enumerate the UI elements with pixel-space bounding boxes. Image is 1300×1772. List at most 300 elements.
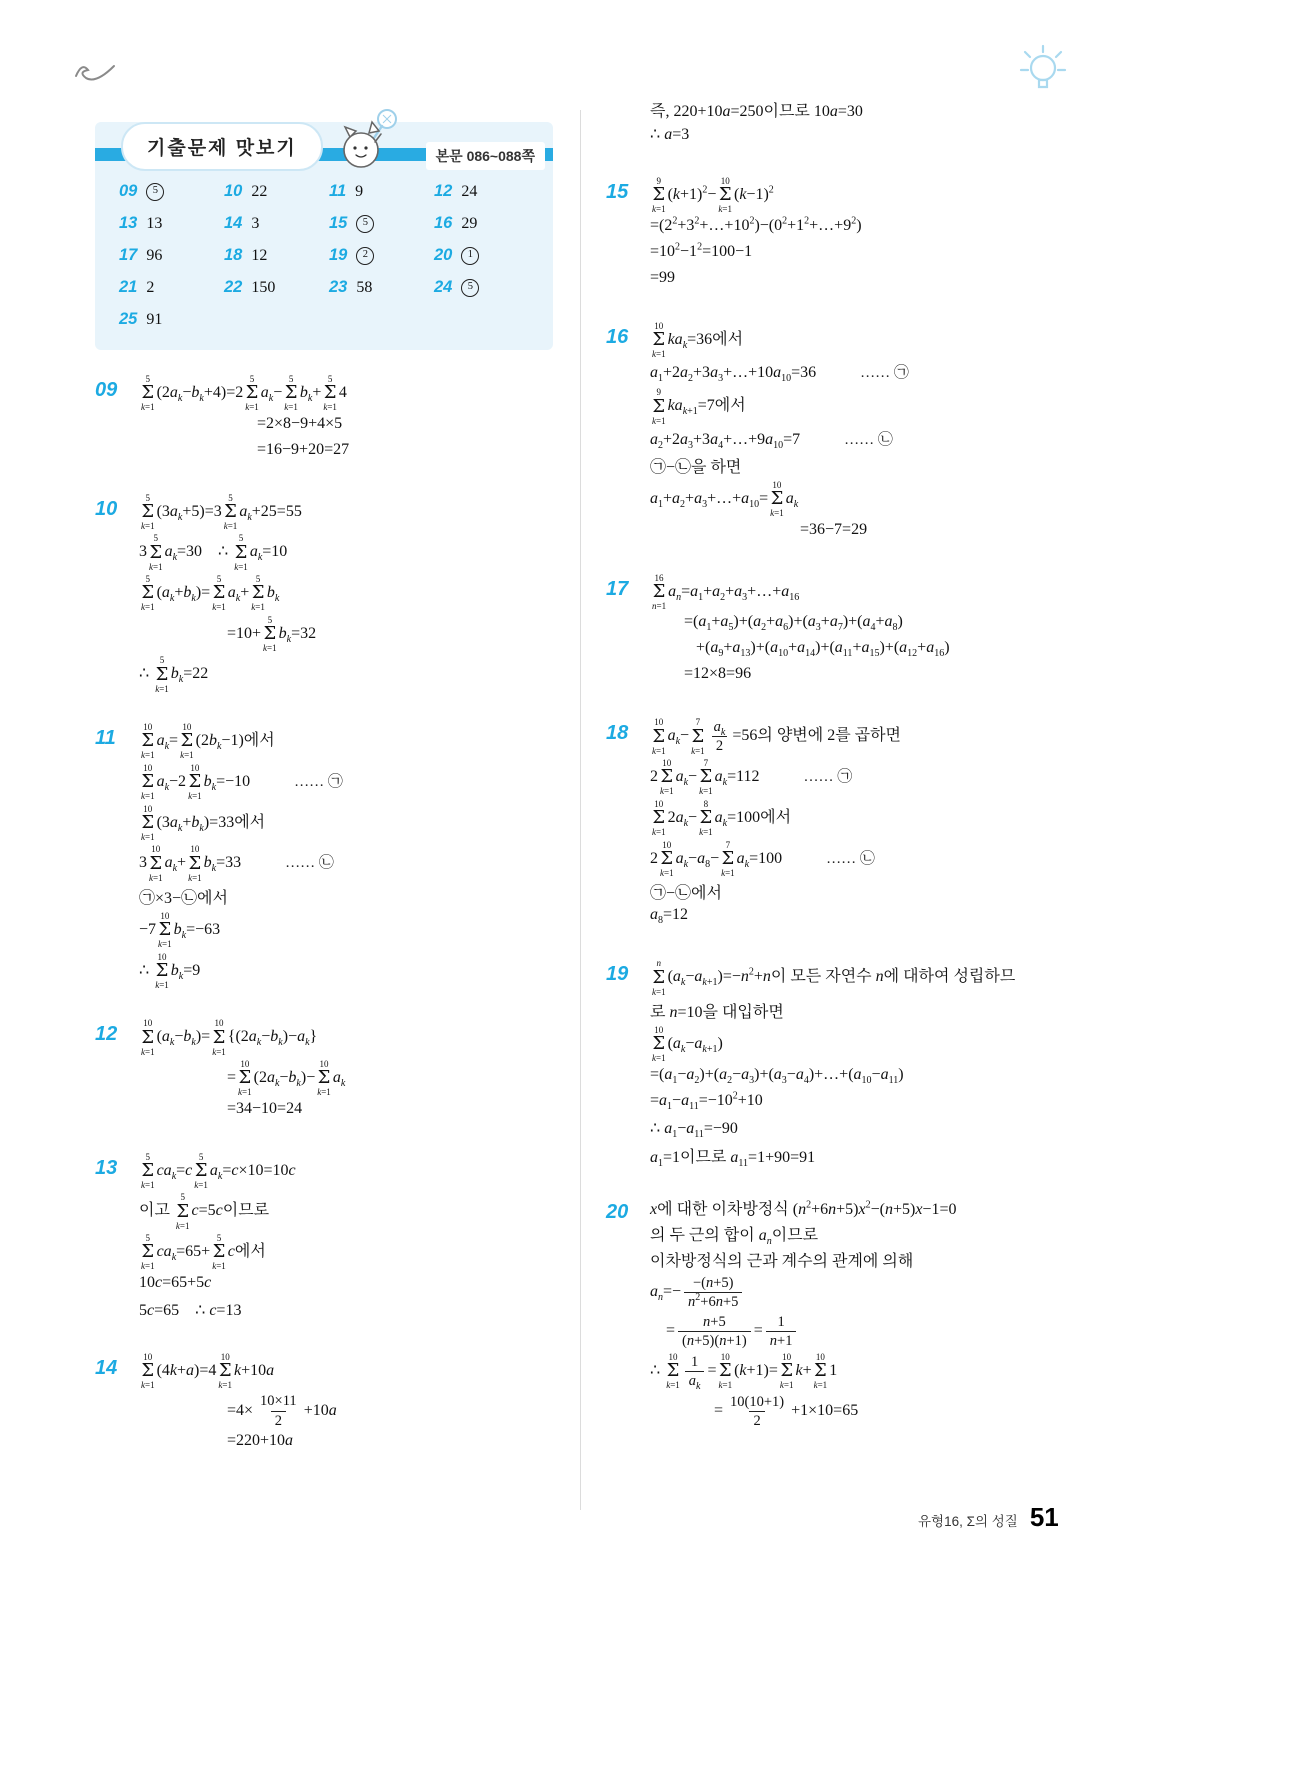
- math-variable: a: [161, 1028, 170, 1046]
- math-variable: a: [714, 808, 723, 826]
- sigma-upper-limit: 10: [143, 1018, 153, 1029]
- sigma-upper-limit: 10: [160, 910, 170, 921]
- math-variable: x: [858, 1200, 866, 1218]
- math-variable: n: [676, 591, 682, 603]
- subscript: 13: [740, 648, 751, 660]
- sigma-symbol: Σ: [141, 1360, 155, 1382]
- math-variable: n: [884, 1200, 893, 1218]
- sigma-lower-limit: k=1: [699, 786, 713, 797]
- solution-line: [650, 454, 1220, 478]
- subscript: 1: [658, 499, 663, 511]
- math-variable: a: [686, 1119, 695, 1137]
- math-variable: a: [753, 613, 762, 631]
- math-variable: k: [722, 818, 728, 830]
- sigma-upper-limit: 10: [662, 758, 672, 769]
- answer-value: [146, 183, 164, 201]
- math-variable: c: [215, 1202, 223, 1220]
- math-variable: c: [231, 1161, 239, 1179]
- solution-line: [650, 480, 1220, 519]
- math-variable: k: [178, 970, 184, 982]
- math-variable: k: [164, 782, 170, 794]
- subscript: [247, 512, 251, 523]
- math-variable: n: [658, 1292, 663, 1304]
- answer-number: 12: [434, 182, 453, 200]
- sigma-lower-limit: k=1: [691, 745, 705, 756]
- sigma-notation: [251, 574, 265, 613]
- math-variable: a: [690, 582, 699, 600]
- sigma-notation: [666, 1352, 680, 1391]
- math-variable: k: [169, 1361, 178, 1379]
- sigma-symbol: Σ: [234, 541, 248, 563]
- sigma-symbol: Σ: [141, 382, 155, 404]
- superscript: 2: [732, 1090, 738, 1102]
- sigma-symbol: Σ: [155, 959, 169, 981]
- math-variable: k: [181, 930, 187, 942]
- math-variable: k: [172, 863, 178, 875]
- sigma-symbol: Σ: [141, 501, 155, 523]
- subscript: 14: [805, 648, 816, 660]
- math-variable: a: [710, 364, 719, 382]
- math-variable: a: [773, 364, 782, 382]
- math-variable: k: [680, 1044, 686, 1056]
- superscript: 2: [782, 215, 788, 227]
- superscript: 2: [749, 215, 755, 227]
- subscript: [212, 863, 216, 874]
- math-variable: k: [188, 791, 193, 802]
- math-variable: k: [683, 818, 689, 830]
- math-variable: b: [270, 1028, 279, 1046]
- answer-cell: [329, 246, 434, 265]
- sigma-notation: [141, 1233, 155, 1272]
- sigma-upper-limit: 5: [327, 374, 333, 384]
- math-variable: a: [712, 582, 721, 600]
- solution-line: [650, 428, 1220, 452]
- math-expression: $a_1=1$이므로 $a_{11}=1+90=91$: [650, 1148, 816, 1169]
- sigma-upper-limit: 5: [159, 655, 165, 666]
- math-variable: k: [212, 1261, 217, 1272]
- solution-block: [95, 372, 567, 467]
- math-variable: a: [730, 1148, 739, 1166]
- math-variable: a: [719, 1065, 728, 1083]
- math-variable: a: [667, 727, 676, 745]
- math-variable: a: [736, 849, 745, 867]
- math-expression: = $\frac{10(10+1)}{2}$ +1×10=65: [714, 1393, 859, 1429]
- math-variable: n: [875, 968, 884, 986]
- math-variable: k: [216, 741, 222, 753]
- math-variable: b: [173, 920, 182, 938]
- math-variable: k: [286, 633, 292, 645]
- superscript: 2: [694, 215, 700, 227]
- math-variable: k: [178, 674, 184, 686]
- sigma-notation: [141, 1018, 155, 1057]
- subscript: 3: [718, 373, 724, 385]
- subscript: [218, 1171, 222, 1182]
- math-expression: $a_8=12$: [650, 906, 689, 927]
- solution-line: [650, 98, 1220, 122]
- math-variable: k: [211, 863, 217, 875]
- sigma-upper-limit: 5: [216, 574, 222, 585]
- solution-line: [684, 613, 1220, 637]
- math-variable: n: [715, 1293, 723, 1310]
- sigma-lower-limit: k=1: [194, 1179, 208, 1190]
- fraction-numerator: 1: [777, 1313, 785, 1330]
- sigma-lower-limit: k=1: [234, 561, 248, 572]
- math-expression: n Σ k=1 $(a_k-a_{k+1})=-n^2+n$이 모든 자연수 n에 대하여 성립하므: [652, 958, 1016, 997]
- sigma-notation: [691, 717, 705, 756]
- math-variable: k: [212, 602, 217, 613]
- subscript: [172, 1171, 176, 1182]
- sigma-lower-limit: k=1: [155, 683, 169, 694]
- math-expression: $=(a_1-a_2)+(a_2-a_3)+(a_3-a_4)+\dots+(a_{10}-a_{11})$: [650, 1065, 904, 1086]
- sigma-lower-limit: k=1: [180, 750, 194, 761]
- math-variable: a: [680, 431, 689, 449]
- section-badge: [121, 122, 323, 171]
- solution-line: [650, 880, 1220, 904]
- subscript: 1: [672, 1128, 678, 1140]
- mascot-illustration: [335, 106, 401, 179]
- math-expression: ∴ a=3: [650, 126, 690, 143]
- sigma-symbol: Σ: [652, 966, 666, 988]
- math-variable: b: [288, 1068, 297, 1086]
- sigma-notation: [317, 1059, 331, 1098]
- sigma-notation: [141, 804, 155, 843]
- sigma-lower-limit: k=1: [212, 1261, 226, 1272]
- solution-line: [257, 441, 567, 465]
- subscript: 2: [761, 622, 767, 634]
- solution-line: [650, 1248, 1220, 1272]
- solution-body: [139, 372, 567, 467]
- sigma-notation: [234, 533, 248, 572]
- solution-line: [650, 717, 1220, 756]
- sigma-symbol: Σ: [251, 582, 265, 604]
- subscript: 3: [702, 499, 708, 511]
- sigma-symbol: Σ: [176, 1200, 190, 1222]
- solution-body: [650, 319, 1220, 547]
- math-variable: k: [718, 1380, 723, 1391]
- math-variable: a: [248, 1028, 257, 1046]
- math-expression: 10 Σ k=1 $a_k-$ 7 Σ k=1 $\frac{a_k}{2}$ =56의 양변에 2를 곱하면: [652, 717, 902, 756]
- sigma-notation: [245, 374, 259, 413]
- math-variable: k: [212, 1046, 217, 1057]
- sigma-lower-limit: k=1: [317, 1087, 331, 1098]
- sigma-lower-limit: k=1: [141, 1380, 155, 1391]
- solution-number: 20: [606, 1200, 629, 1223]
- math-variable: x: [650, 1200, 658, 1218]
- subscript: [172, 1252, 176, 1263]
- circled-choice: 2: [356, 247, 374, 265]
- math-expression: 이차방정식의 근과 계수의 관계에 의해: [650, 1252, 914, 1270]
- solution-block: [606, 1194, 1220, 1432]
- sigma-notation: [194, 1152, 208, 1191]
- subscript: 15: [869, 648, 880, 660]
- sigma-lower-limit: k=1: [188, 791, 202, 802]
- math-variable: n: [705, 1274, 714, 1291]
- sigma-upper-limit: 10: [654, 798, 664, 809]
- math-variable: a: [169, 384, 178, 402]
- math-variable: a: [694, 1034, 703, 1052]
- answer-number: 21: [119, 278, 138, 296]
- sigma-notation: [158, 911, 172, 950]
- math-variable: a: [650, 431, 658, 449]
- answer-number: 13: [119, 214, 138, 232]
- solution-line: [227, 1100, 567, 1124]
- solution-line: [139, 804, 567, 843]
- lightbulb-svg: [1012, 36, 1074, 104]
- answer-number: 19: [329, 246, 348, 264]
- answer-number: 16: [434, 214, 453, 232]
- superscript: 2: [806, 1199, 812, 1211]
- solution-number: 12: [95, 1023, 118, 1046]
- math-variable: a: [710, 639, 719, 657]
- math-variable: a: [926, 639, 935, 657]
- solution-line: [666, 1313, 1220, 1350]
- subscript: [681, 1044, 685, 1055]
- sigma-symbol: Σ: [814, 1360, 827, 1382]
- solution-line: [139, 911, 567, 950]
- superscript: 2: [768, 184, 774, 196]
- subscript: [258, 553, 262, 564]
- sigma-notation: [652, 717, 666, 756]
- subscript: 6: [783, 622, 789, 634]
- solution-block: [95, 1150, 567, 1326]
- math-variable: k: [218, 1380, 223, 1391]
- solution-line: [650, 573, 1220, 612]
- sigma-notation: [699, 799, 713, 838]
- subscript: 8: [658, 915, 663, 927]
- sigma-lower-limit: k=1: [323, 402, 337, 413]
- solutions-column-right: [606, 96, 1220, 1456]
- sigma-upper-limit: 10: [157, 951, 167, 962]
- fraction: [678, 1313, 751, 1350]
- sigma-symbol: Σ: [652, 329, 666, 351]
- answer-cell: [434, 246, 539, 265]
- textbook-page-ref: 본문 086~088쪽: [426, 142, 545, 170]
- sigma-notation: [180, 722, 194, 761]
- answer-value: 58: [356, 278, 373, 296]
- sigma-upper-limit: 7: [695, 717, 701, 728]
- math-expression: 10 Σ k=1 $ka_k=36$에서: [652, 320, 744, 360]
- math-variable: k: [268, 393, 274, 405]
- subscript: 4: [718, 440, 724, 452]
- answer-cell: [119, 246, 224, 265]
- math-variable: k: [793, 499, 799, 511]
- answer-number: 11: [329, 182, 347, 200]
- sigma-upper-limit: 7: [703, 758, 709, 769]
- subscript: [173, 863, 177, 874]
- subscript: [658, 1292, 663, 1303]
- solution-block: [95, 491, 567, 696]
- sigma-notation: [652, 321, 666, 360]
- math-variable: a: [675, 808, 684, 826]
- answer-value: [356, 215, 374, 233]
- column-divider: [580, 110, 581, 1510]
- sigma-symbol: Σ: [660, 766, 674, 788]
- math-expression: =4× $\frac{10\times 11}{2}$ +10a: [227, 1393, 337, 1429]
- sigma-upper-limit: 5: [153, 533, 159, 544]
- sigma-notation: [141, 374, 155, 413]
- solution-line: [650, 1066, 1220, 1090]
- math-variable: k: [652, 1053, 656, 1064]
- math-expression: =16−9+20=27: [257, 440, 350, 458]
- sigma-symbol: Σ: [155, 663, 169, 685]
- answer-value: 22: [251, 182, 268, 200]
- sigma-lower-limit: k=1: [141, 521, 155, 532]
- solution-body: [650, 96, 1220, 150]
- sigma-symbol: Σ: [699, 807, 713, 829]
- solution-number: 09: [95, 379, 118, 401]
- math-variable: k: [274, 593, 280, 605]
- subscript: 2: [658, 440, 663, 452]
- solution-line: [139, 1352, 567, 1391]
- math-expression: ㉠−㉡에서: [650, 885, 722, 903]
- math-variable: a: [681, 1091, 690, 1109]
- solution-number: 19: [606, 963, 629, 986]
- sigma-symbol: Σ: [721, 847, 735, 869]
- solution-line: [650, 387, 1220, 426]
- math-variable: a: [697, 849, 706, 867]
- solution-line: [650, 124, 1220, 148]
- subscript: 8: [705, 858, 711, 870]
- math-variable: a: [266, 1361, 275, 1379]
- subscript: 2: [688, 373, 694, 385]
- math-variable: k: [169, 593, 175, 605]
- sigma-symbol: Σ: [660, 847, 674, 869]
- fraction-denominator: 2: [749, 1411, 764, 1430]
- math-variable: a: [659, 1091, 668, 1109]
- math-expression: 로 n=10을 대입하면: [650, 1003, 784, 1021]
- math-variable: n: [686, 1332, 695, 1349]
- sigma-upper-limit: 5: [255, 574, 261, 585]
- math-variable: k: [680, 977, 686, 989]
- math-variable: k: [223, 521, 228, 532]
- math-variable: k: [718, 204, 723, 215]
- solution-line: [650, 1025, 1220, 1064]
- sigma-notation: [652, 176, 666, 215]
- sigma-notation: [699, 758, 713, 797]
- math-expression: $a_1+2a_2+3a_3+\dots+10a_{10}=36$: [650, 364, 817, 385]
- math-variable: a: [686, 1065, 695, 1083]
- math-variable: k: [652, 827, 656, 838]
- superscript: 2: [675, 241, 681, 253]
- math-variable: b: [266, 584, 275, 602]
- answer-value: 3: [251, 214, 260, 232]
- sigma-notation: [284, 374, 298, 413]
- circled-choice: 1: [461, 247, 479, 265]
- math-variable: a: [156, 772, 165, 790]
- subscript: [794, 499, 798, 510]
- footer-category: 유형16, Σ의 성질: [918, 1514, 1018, 1529]
- subscript: 10: [773, 440, 784, 452]
- math-variable: a: [899, 639, 908, 657]
- sigma-lower-limit: k=1: [141, 831, 155, 842]
- solution-block: [606, 956, 1220, 1169]
- math-variable: a: [664, 1065, 673, 1083]
- sigma-notation: [141, 1352, 155, 1391]
- math-expression: $a_n=-$ $\frac{-(n+5)}{n^2+6n+5}$: [650, 1283, 745, 1300]
- sigma-upper-limit: 10: [720, 1352, 730, 1363]
- solution-number: [606, 96, 650, 150]
- sigma-notation: [660, 840, 674, 879]
- circled-choice: 5: [461, 279, 479, 297]
- math-variable: k: [141, 521, 145, 532]
- math-variable: k: [691, 745, 696, 756]
- subscript: [676, 737, 680, 748]
- math-variable: a: [668, 582, 677, 600]
- answer-value: 12: [251, 246, 268, 264]
- solution-line: [650, 1222, 1220, 1246]
- solution-line: [139, 1274, 567, 1298]
- sigma-notation: [770, 480, 784, 519]
- fraction-numerator: 10×11: [260, 1393, 297, 1410]
- solution-number: 13: [95, 1156, 118, 1179]
- sigma-upper-limit: 5: [180, 1192, 185, 1203]
- solution-line: [139, 1018, 567, 1057]
- subscript: 8: [892, 622, 898, 634]
- sigma-upper-limit: 10: [654, 1024, 664, 1035]
- sigma-upper-limit: 10: [772, 480, 782, 491]
- solution-line: [650, 176, 1220, 215]
- math-variable: n: [719, 1332, 727, 1349]
- math-variable: a: [186, 1361, 195, 1379]
- sigma-upper-limit: 10: [190, 844, 200, 855]
- solution-line: [139, 844, 567, 883]
- superscript: 2: [672, 215, 678, 227]
- subscript: [179, 971, 183, 982]
- sigma-upper-limit: 10: [220, 1351, 230, 1362]
- sigma-notation: [238, 1059, 252, 1098]
- answer-number: 17: [119, 246, 138, 264]
- math-variable: a: [227, 584, 236, 602]
- answer-value: 13: [146, 214, 163, 232]
- sigma-lower-limit: k=1: [652, 986, 666, 997]
- math-expression: 10c=65+5c: [139, 1273, 212, 1291]
- solution-block: [95, 720, 567, 992]
- math-variable: k: [702, 977, 707, 989]
- answer-value: 91: [146, 310, 163, 328]
- math-variable: k: [141, 1380, 145, 1391]
- math-variable: a: [795, 1065, 804, 1083]
- math-variable: k: [652, 986, 656, 997]
- subscript: [165, 741, 169, 752]
- math-variable: k: [274, 1078, 280, 1090]
- sigma-lower-limit: k=1: [652, 204, 666, 215]
- math-expression: ∴ 5 Σ k=1 $b_k=22$: [139, 655, 209, 694]
- sigma-symbol: Σ: [245, 382, 259, 404]
- solution-number: 17: [606, 577, 629, 600]
- sigma-lower-limit: k=1: [188, 872, 202, 883]
- math-expression: ㉠×3−㉡에서: [139, 889, 228, 907]
- math-expression: = $\frac{n+5}{(n+5)(n+1)}$ = $\frac{1}{n+1}$: [666, 1322, 799, 1339]
- sigma-notation: [652, 1025, 666, 1064]
- reference-tag: …… ㉡: [285, 855, 334, 872]
- solution-block: [606, 571, 1220, 692]
- solution-body: [650, 956, 1220, 1169]
- superscript: 2: [865, 1199, 871, 1211]
- math-expression: ∴ $a_1-a_{11}=-90$: [650, 1119, 738, 1140]
- solution-line: [257, 415, 567, 439]
- math-expression: $=10^2-1^2=100-1$: [650, 241, 753, 260]
- solution-line: [139, 374, 567, 413]
- math-expression: −7 10 Σ k=1 $b_k=-63$: [139, 910, 221, 950]
- subscript: 11: [738, 1157, 749, 1169]
- subscript: 1: [667, 1100, 673, 1112]
- math-variable: k: [247, 511, 252, 523]
- answer-cell: [224, 214, 329, 233]
- math-variable: k: [305, 1037, 310, 1049]
- sigma-notation: [652, 958, 666, 997]
- math-variable: ca: [156, 1161, 172, 1179]
- subscript: 1: [658, 373, 663, 385]
